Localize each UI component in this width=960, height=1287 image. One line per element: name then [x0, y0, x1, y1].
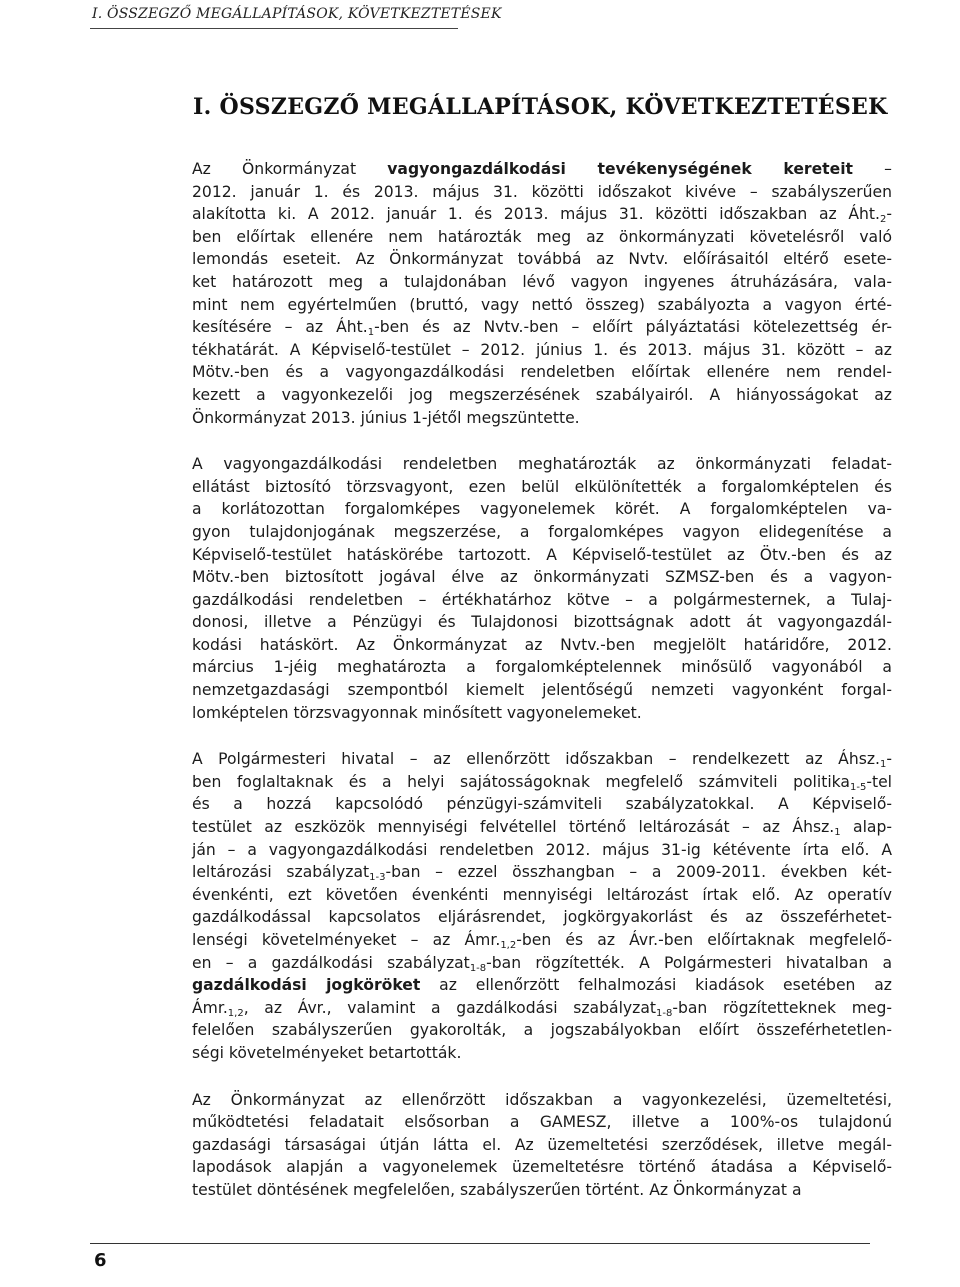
text-run: kesítésére – az Áht. [192, 318, 368, 337]
text-line [192, 294, 892, 317]
text-line [192, 316, 892, 339]
text-run: nemzetgazdasági szempontból kiemelt jelentőségű nemzeti vagyonként forgal- [192, 681, 892, 700]
text-run: ellátást biztosító törzsvagyont, ezen belül elkülönítették a forgalomképtelen és [192, 477, 892, 496]
text-line [192, 453, 892, 476]
text-run: testület döntésének megfelelően, szabályszerűen történt. Az Önkormányzat a [192, 1180, 802, 1199]
running-header: I. ÖSSZEGZŐ MEGÁLLAPÍTÁSOK, KÖVETKEZTETÉSEK [92, 6, 502, 22]
text-run: mint nem egyértelműen (bruttó, vagy nettó összeg) szabályozta a vagyon érté- [192, 295, 892, 314]
text-run: gazdálkodási rendeletben – értékhatárhoz kötve – a polgármesternek, a Tulaj- [192, 590, 892, 609]
text-run: évenkénti, ezt követően évenkénti mennyiségi leltározást írtak elő. Az operatív [192, 885, 892, 904]
subscript-reference: 1-5 [849, 781, 867, 793]
text-run: ket határozott meg a tulajdonában lévő vagyon ingyenes átruházására, vala- [192, 272, 892, 291]
body-text [192, 158, 892, 1226]
text-run: lomképtelen törzsvagyonnak minősített vagyonelemeket. [192, 703, 642, 722]
subscript-reference: 1,2 [227, 1007, 244, 1019]
text-line [192, 158, 892, 181]
text-line [192, 997, 892, 1020]
text-run: lenségi követelményeket – az Ámr. [192, 931, 501, 949]
text-run: kodási hatáskört. Az Önkormányzat az Nvtv.-ben megjelölt határidőre, 2012. [192, 635, 892, 654]
text-line [192, 906, 892, 929]
text-run: Önkormányzat 2013. június 1-jétől megszüntette. [192, 408, 580, 427]
text-run: az ellenőrzött felhalmozási kiadások esetében az [420, 976, 892, 995]
subscript-reference: 1-8 [656, 1007, 673, 1019]
text-line [192, 361, 892, 384]
page-number: 6 [94, 1250, 107, 1271]
text-run: , az Ávr., valamint a gazdálkodási szabályzat [243, 998, 656, 1017]
text-line [192, 611, 892, 634]
text-line [192, 1019, 892, 1042]
text-run: tékhatárát. A Képviselő-testület – 2012. június 1. és 2013. május 31. között – az [192, 340, 892, 359]
text-line [192, 974, 892, 997]
text-run: Mötv.-ben biztosított jogával élve az önkormányzati SZMSZ-ben és a vagyon- [192, 568, 892, 587]
bold-phrase: vagyongazdálkodási tevékenységének kereteit [387, 160, 853, 178]
text-run: - [886, 205, 892, 224]
text-line [192, 521, 892, 544]
text-run: -ban rögzítetteknek meg- [672, 998, 893, 1017]
text-run: gyon tulajdonjogának megszerzése, a forgalomképes vagyon elidegenítése a [192, 522, 892, 541]
text-line [192, 271, 892, 294]
text-run: -ban rögzítették. A Polgármesteri hivatalban a [486, 953, 892, 972]
text-run: -tel [866, 772, 892, 791]
text-run: ján – a vagyongazdálkodási rendeletben 2012. május 31-ig kétévente írta elő. A [192, 840, 892, 859]
subscript-reference: 1 [879, 759, 887, 771]
text-line [192, 884, 892, 907]
text-line [192, 952, 892, 975]
text-line [192, 384, 892, 407]
subscript-reference: 1 [367, 327, 375, 339]
subscript-reference: 2 [879, 214, 887, 226]
subscript-reference: 1-3 [369, 872, 386, 884]
paragraph [192, 453, 892, 724]
text-line [192, 1089, 892, 1112]
text-run: Mötv.-ben és a vagyongazdálkodási rendeletben előírtak ellenére nem rendel- [192, 363, 892, 382]
text-line [192, 702, 892, 725]
text-run: gazdasági társaságai útján látta el. Az üzemeltetési szerződések, illetve megál- [192, 1135, 892, 1154]
text-run: Az Önkormányzat [192, 160, 388, 178]
text-line [192, 566, 892, 589]
text-run: alap- [840, 818, 892, 837]
text-run: leltározási szabályzat [192, 863, 370, 882]
footer-rule [90, 1243, 870, 1244]
text-line [192, 1042, 892, 1065]
text-run: -ban – ezzel összhangban – a 2009-2011. években két- [385, 863, 892, 882]
text-run: alakította ki. A 2012. január 1. és 2013. május 31. közötti időszakban az Áht. [192, 205, 880, 224]
text-line [192, 1111, 892, 1134]
text-run: - [886, 750, 892, 769]
text-line [192, 839, 892, 862]
text-run: Ámr. [192, 998, 228, 1017]
text-run: donosi, illetve a Pénzügyi és Tulajdonosi bizottságnak adott át vagyongazdál- [192, 613, 892, 632]
header-rule [90, 28, 458, 29]
text-run: március 1-jéig meghatározta a forgalomképtelennek minősülő vagyonából a [192, 658, 892, 677]
text-run: ben előírtak ellenére nem határozták meg az önkormányzati követelésről való [192, 227, 892, 246]
paragraph [192, 1089, 892, 1202]
subscript-reference: 1-8 [469, 962, 487, 974]
text-run: 2012. január 1. és 2013. május 31. közötti időszakot kivéve – szabályszerűen [192, 182, 892, 201]
text-line [192, 771, 892, 794]
paragraph [192, 158, 892, 429]
text-run: lapodások alapján a vagyonelemek üzemeltetésre történő átadása a Képviselő- [192, 1158, 892, 1177]
text-run: -ben és az Ávr.-ben előírtaknak megfelelő- [516, 931, 892, 949]
text-run: Képviselő-testület hatáskörébe tartozott. A Képviselő-testület az Ötv.-ben és az [192, 545, 892, 564]
text-line [192, 656, 892, 679]
text-run: en – a gazdálkodási szabályzat [192, 953, 470, 972]
text-line [192, 226, 892, 249]
bold-phrase: gazdálkodási jogköröket [192, 976, 421, 995]
text-run: és a hozzá kapcsolódó pénzügyi-számviteli szabályzatokkal. A Képviselő- [192, 795, 892, 814]
subscript-reference: 1,2 [500, 940, 517, 951]
text-run: gazdálkodással kapcsolatos eljárásrendet, jogkörgyakorlást és az összeférhetet- [192, 908, 892, 927]
text-line [192, 339, 892, 362]
text-line [192, 634, 892, 657]
text-line [192, 589, 892, 612]
text-run: felelően szabályszerűen gyakorolták, a jogszabályokban előírt összeférhetetlen- [192, 1021, 892, 1040]
text-run: működtetési feladatait elsősorban a GAMESZ, illetve a 100%-os tulajdonú [192, 1113, 892, 1132]
text-run: A Polgármesteri hivatal – az ellenőrzött időszakban – rendelkezett az Áhsz. [192, 750, 880, 769]
text-run: testület az eszközök mennyiségi felvétellel történő leltározását – az Áhsz. [192, 818, 835, 837]
text-line [192, 861, 892, 884]
text-line [192, 1156, 892, 1179]
text-run: -ben és az Nvtv.-ben – előírt pályáztatási kötelezettség ér- [374, 318, 892, 337]
subscript-reference: 1 [834, 827, 841, 839]
text-line [192, 816, 892, 839]
text-line [192, 181, 892, 204]
text-run: A vagyongazdálkodási rendeletben meghatározták az önkormányzati feladat- [192, 455, 892, 474]
text-line [192, 544, 892, 567]
text-line [192, 929, 892, 952]
text-line [192, 1179, 892, 1202]
text-line [192, 679, 892, 702]
text-line [192, 748, 892, 771]
text-line [192, 1134, 892, 1157]
text-run: Az Önkormányzat az ellenőrzött időszakban a vagyonkezelési, üzemeltetési, [192, 1090, 892, 1109]
text-run: ben foglaltaknak és a helyi sajátosságoknak megfelelő számviteli politika [192, 772, 850, 791]
text-run: kezett a vagyonkezelői jog megszerzésének szabályairól. A hiányosságokat az [192, 385, 892, 404]
text-line [192, 793, 892, 816]
text-line [192, 248, 892, 271]
page-title: I. ÖSSZEGZŐ MEGÁLLAPÍTÁSOK, KÖVETKEZTETÉSEK [193, 94, 888, 120]
text-line [192, 203, 892, 226]
text-line [192, 476, 892, 499]
text-run: ségi követelményeket betartották. [192, 1043, 462, 1062]
text-line [192, 407, 892, 430]
text-run: a korlátozottan forgalomképes vagyonelemek körét. A forgalomképtelen va- [192, 500, 892, 519]
text-run: lemondás eseteit. Az Önkormányzat továbbá az Nvtv. előírásaitól eltérő esete- [192, 250, 892, 269]
text-line [192, 498, 892, 521]
text-run: – [853, 160, 892, 178]
paragraph [192, 748, 892, 1064]
